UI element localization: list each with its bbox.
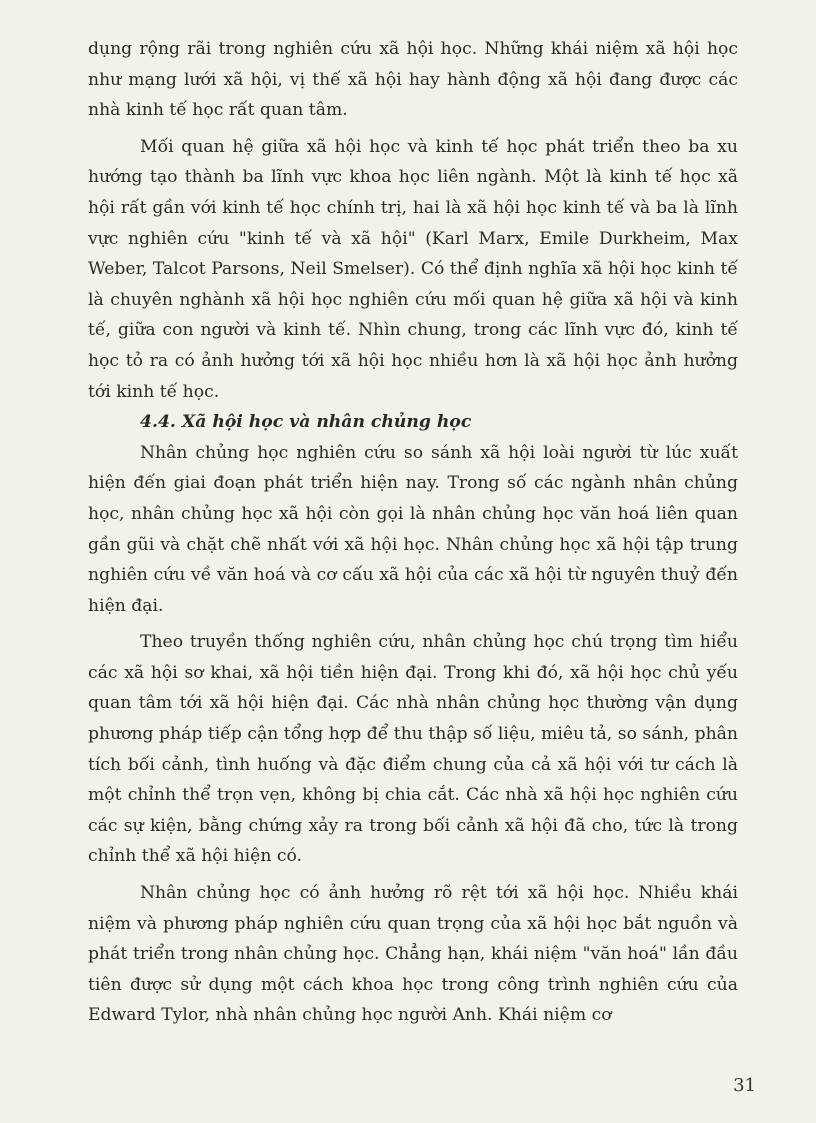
page-number: 31 [733, 1075, 756, 1096]
paragraph-economics-relation: Mối quan hệ giữa xã hội học và kinh tế học phát triển theo ba xu hướng tạo thành ba lĩnh vực khoa học liên ngành. Một là kinh tế học xã hội rất gần với kinh tế học chính trị, hai là xã hội học kinh tế và ba là lĩnh vực nghiên cứu "kinh tế và xã hội" (Karl Marx, Emile Durkheim, Max Weber, Talcot Parsons, Neil Smelser). Có thể định nghĩa xã hội học kinh tế là chuyên nghành xã hội học nghiên cứu mối quan hệ giữa xã hội và kinh tế, giữa con người và kinh tế. Nhìn chung, trong các lĩnh vực đó, kinh tế học tỏ ra có ảnh hưởng tới xã hội học nhiều hơn là xã hội học ảnh hưởng tới kinh tế học. [88, 136, 738, 402]
paragraph-continuation: dụng rộng rãi trong nghiên cứu xã hội học. Những khái niệm xã hội học như mạng lưới xã hội, vị thế xã hội hay hành động xã hội đang được các nhà kinh tế học rất quan tâm. [88, 39, 738, 121]
paragraph-anthropology-intro: Nhân chủng học nghiên cứu so sánh xã hội loài người từ lúc xuất hiện đến giai đoạn phát triển hiện nay. Trong số các ngành nhân chủng học, nhân chủng học xã hội còn gọi là nhân chủng học văn hoá liên quan gần gũi và chặt chẽ nhất với xã hội học. Nhân chủng học xã hội tập trung nghiên cứu về văn hoá và cơ cấu xã hội của các xã hội từ nguyên thuỷ đến hiện đại. [88, 442, 738, 616]
paragraph-influence: Nhân chủng học có ảnh hưởng rõ rệt tới xã hội học. Nhiều khái niệm và phương pháp nghiên cứu quan trọng của xã hội học bắt nguồn và phát triển trong nhân chủng học. Chẳng hạn, khái niệm "văn hoá" lần đầu tiên được sử dụng một cách khoa học trong công trình nghiên cứu của Edward Tylor, nhà nhân chủng học người Anh. Khái niệm cơ [88, 883, 738, 1026]
section-heading: 4.4. Xã hội học và nhân chủng học [140, 412, 472, 433]
paragraph-research-tradition: Theo truyền thống nghiên cứu, nhân chủng học chú trọng tìm hiểu các xã hội sơ khai, xã hội tiền hiện đại. Trong khi đó, xã hội học chủ yếu quan tâm tới xã hội hiện đại. Các nhà nhân chủng học thường vận dụng phương pháp tiếp cận tổng hợp để thu thập số liệu, miêu tả, so sánh, phân tích bối cảnh, tình huống và đặc điểm chung của cả xã hội với tư cách là một chỉnh thể trọn vẹn, không bị chia cắt. Các nhà xã hội học nghiên cứu các sự kiện, bằng chứng xảy ra trong bối cảnh xã hội đã cho, tức là trong chỉnh thể xã hội hiện có. [88, 632, 738, 867]
page-body [88, 34, 738, 1031]
